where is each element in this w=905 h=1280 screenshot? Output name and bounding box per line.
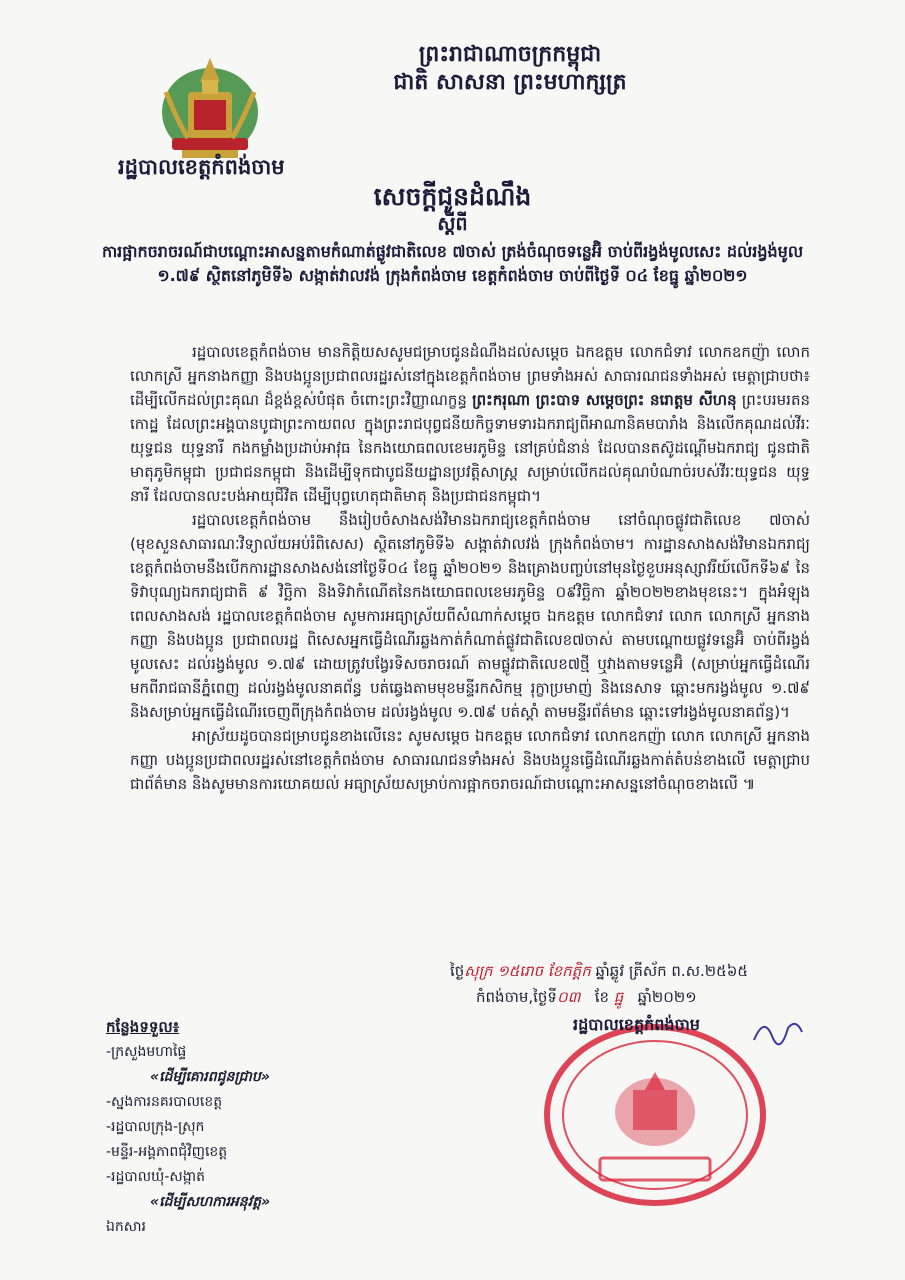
signature-icon [750, 1010, 810, 1050]
notice-body [130, 340, 810, 796]
solar-date [450, 984, 830, 1010]
paragraph-1-text-a: រដ្ឋបាលខេត្តកំពង់ចាម មានកិត្តិយសសូមជម្រាបជូនដំណឹងដល់សម្តេច ឯកឧត្តម លោកជំទាវ លោកឧកញ៉ា លោក លោកស្រី អ្នកនាងកញ្ញា និងបងប្អូនប្រជាពលរដ្ឋរស់នៅក្នុងខេត្តកំពង់ចាម ព្រមទាំងអស់ សាធារណជនទាំងអស់ មេត្តាជ្រាបថា៖ ដើម្បីលើកដល់ព្រះគុណ ដ៏ខ្ពង់ខ្ពស់បំផុត ចំពោះព្រះវិញ្ញាណក្ខន្ធ [130, 343, 810, 409]
paragraph-1-text-b: ព្រះបរមរតនកោដ្ឋ ដែលព្រះអង្គបានបូជាព្រះកាយពល ក្នុងព្រះរាជបុព្វជនីយកិច្ចទាមទារឯករាជ្យពីអាណានិគមបារាំង និងលើកគុណដល់វីរៈយុទ្ធជន យុទ្ធនារី កងកម្លាំងប្រដាប់អាវុធ នៃកងយោធពលខេមរភូមិន្ទ នៅគ្រប់ជំនាន់ ដែលបានតស៊ូដណ្តើមឯករាជ្យ ជូនជាតិមាតុភូមិកម្ពុជា ប្រជាជនកម្ពុជា និងដើម្បីទុកជាបូជនីយដ្ឋានប្រវត្តិសាស្ត្រ សម្រាប់លើកដល់គុណបំណាច់របស់វីរៈយុទ្ធជន យុទ្ធនារី ដែលបានលះបង់អាយុជីវិត ដើម្បីបុព្វហេតុជាតិមាតុ និងប្រជាជនកម្ពុជា។ [130, 391, 810, 505]
solar-year: ឆ្នាំ២០២១ [637, 988, 697, 1006]
motto-line: ជាតិ សាសនា ព្រះមហាក្សត្រ [393, 69, 627, 95]
lunar-prefix: ថ្ងៃ [450, 962, 465, 980]
official-seal-icon [540, 1020, 770, 1210]
recipient-item: ឯកសារ [106, 1219, 146, 1235]
recipient-item: -ស្នងការនគរបាលខេត្ត [106, 1094, 223, 1110]
recipient-note: «ដើម្បីគោរពជូនជ្រាប» [150, 1069, 270, 1085]
solar-prefix: កំពង់ចាម,ថ្ងៃទី [476, 988, 557, 1006]
royal-emblem-icon [158, 52, 262, 162]
signer-name: រដ្ឋបាលខេត្តកំពង់ចាម [573, 1015, 700, 1034]
paragraph-1 [130, 340, 810, 508]
king-name: ព្រះករុណា ព្រះបាទ សម្តេចព្រះ នរោត្តម សីហនុ [472, 391, 737, 409]
recipient-item: -រដ្ឋបាលឃុំ-សង្កាត់ [106, 1169, 205, 1185]
lunar-suffix: ឆ្នាំឆ្លូវ ត្រីស័ក ព.ស.២៥៦៥ [595, 962, 748, 980]
recipient-item: -ក្រសួងមហាផ្ទៃ [106, 1044, 187, 1060]
solar-month: ធ្នូ [613, 988, 624, 1006]
notice-title: សេចក្តីជូនដំណឹង [373, 182, 532, 211]
department-name: រដ្ឋបាលខេត្តកំពង់ចាម [118, 155, 285, 179]
lunar-date [450, 958, 830, 984]
solar-day: ០៣ [556, 988, 581, 1006]
notice-about: ស្តីពី [437, 213, 468, 235]
date-block [450, 958, 830, 1010]
recipients-block [106, 1015, 406, 1240]
paragraph-3: អាស្រ័យដូចបានជម្រាបជូនខាងលើនេះ សូមសម្តេច ឯកឧត្តម លោកជំទាវ លោកឧកញ៉ា លោក លោកស្រី អ្នកនាងកញ្ញា បងប្អូនប្រជាពលរដ្ឋរស់នៅខេត្តកំពង់ចាម សាធារណជនទាំងអស់ និងបងប្អូនធ្វើដំណើរឆ្លងកាត់តំបន់ខាងលើ មេត្តាជ្រាបជាព័ត៌មាន និងសូមមានការយោគយល់ អធ្យាស្រ័យសម្រាប់ការផ្អាកចរាចរណ៍ជាបណ្តោះអាសន្ននៅចំណុចខាងលើ ៕ [130, 727, 810, 793]
recipient-item: -រដ្ឋបាលក្រុង-ស្រុក [106, 1119, 205, 1135]
recipient-note: «ដើម្បីសហការអនុវត្ត» [150, 1194, 271, 1210]
kingdom-line: ព្រះរាជាណាចក្រកម្ពុជា [418, 41, 602, 67]
notice-subject: ការផ្អាកចរាចរណ៍ជាបណ្តោះអាសន្នតាមកំណាត់ផ្លូវជាតិលេខ ៧ចាស់ ត្រង់ចំណុចទន្លេអ៊ិ ចាប់ពីរង្វង់មូលសេះ ដល់រង្វង់មូល ១.៧៩ ស្ថិតនៅភូមិទី៦ សង្កាត់វាលវង់ ក្រុងកំពង់ចាម ខេត្តកំពង់ចាម ចាប់ពីថ្ងៃទី ០៤ ខែធ្នូ ឆ្នាំ២០២១ [101, 242, 804, 285]
recipients-heading: កន្លែងទទួល៖ [106, 1018, 180, 1036]
solar-month-label: ខែ [594, 988, 609, 1006]
recipient-item: -មន្ទីរ-អង្គភាពជុំវិញខេត្ត [106, 1144, 228, 1160]
lunar-handwritten: សុក្រ ១៥រោច ខែកត្តិក [464, 962, 591, 980]
kingdom-heading [300, 40, 720, 96]
paragraph-2: រដ្ឋបាលខេត្តកំពង់ចាម នឹងរៀបចំសាងសង់វិមានឯករាជ្យខេត្តកំពង់ចាម នៅចំណុចផ្លូវជាតិលេខ ៧ចាស់ (មុខសួនសាធារណៈវិទ្យាល័យអប់រំពិសេស) ស្ថិតនៅភូមិទី៦ សង្កាត់វាលវង់ ក្រុងកំពង់ចាម។ ការដ្ឋានសាងសង់វិមានឯករាជ្យខេត្តកំពង់ចាមនឹងបើកការដ្ឋានសាងសង់នៅថ្ងៃទី០៤ ខែធ្នូ ឆ្នាំ២០២១ និងគ្រោងបញ្ចប់នៅមុនថ្ងៃខួបអនុស្សាវរីយ៍លើកទី៦៩ នៃទិវាបុណ្យឯករាជ្យជាតិ ៩ វិច្ឆិកា និងទិវាកំណើតនៃកងយោធពលខេមរភូមិន្ទ ០៩វិច្ឆិកា ឆ្នាំ២០២២ខាងមុខនេះ។ ក្នុងអំឡុងពេលសាងសង់ រដ្ឋបាលខេត្តកំពង់ចាម សូមការអធ្យាស្រ័យពីសំណាក់សម្តេច ឯកឧត្តម លោកជំទាវ លោក លោកស្រី អ្នកនាងកញ្ញា និងបងប្អូន ប្រជាពលរដ្ឋ ពិសេសអ្នកធ្វើដំណើរឆ្លងកាត់កំណាត់ផ្លូវជាតិលេខ៧ចាស់ តាមបណ្តោយផ្លូវទន្លេអ៊ិ ចាប់ពីរង្វង់មូលសេះ ដល់រង្វង់មូល ១.៧៩ ដោយត្រូវបង្វែរទិសចរាចរណ៍ តាមផ្លូវជាតិលេខ៧ថ្មី ឬវាងតាមទន្លេអ៊ិ (សម្រាប់អ្នកធ្វើដំណើរមកពីរាជធានីភ្នំពេញ ដល់រង្វង់មូលនាគព័ន្ធ បត់ឆ្វេងតាមមុខមន្ទីរកសិកម្ម រុក្ខាប្រមាញ់ និងនេសាទ ឆ្ពោះមករង្វង់មូល ១.៧៩ និងសម្រាប់អ្នកធ្វើដំណើរចេញពីក្រុងកំពង់ចាម ដល់រង្វង់មូល ១.៧៩ បត់ស្តាំ តាមមន្ទីរព័ត៌មាន ឆ្ពោះទៅរង្វង់មូលនាគព័ន្ធ)។ [130, 511, 810, 721]
